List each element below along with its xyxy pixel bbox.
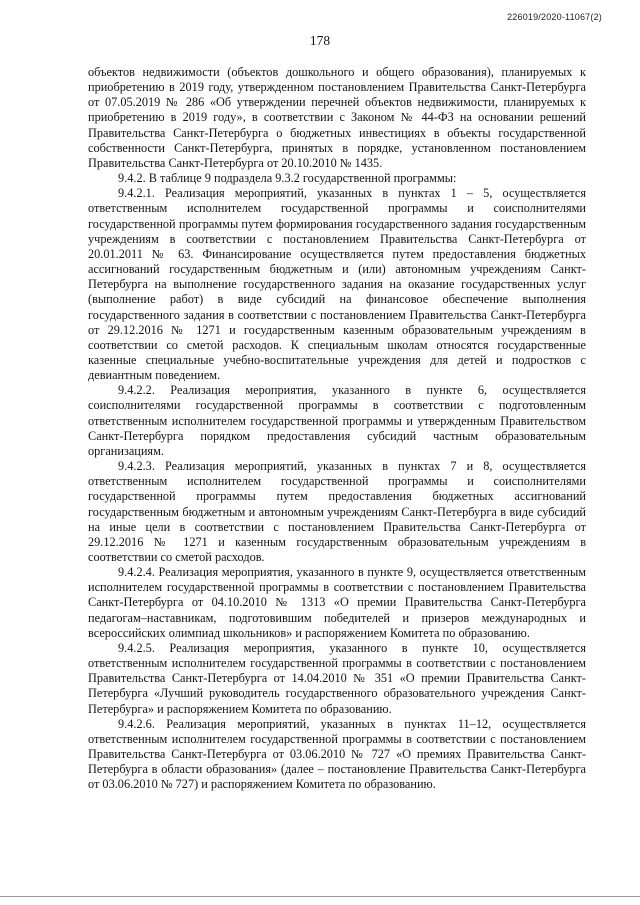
- paragraph-9-4-2-4: 9.4.2.4. Реализация мероприятия, указанного в пункте 9, осуществляется ответственным исполнителем государственной программы в соответствии с постановлением Правительства Санкт-Петербурга от 04.10.2010 № 1313 «О премии Правительства Санкт-Петербурга педагогам–наставникам, подготовившим победителей и призеров международных и всероссийских олимпиад школьников» и распоряжением Комитета по образованию.: [88, 565, 586, 640]
- paragraph-9-4-2-1: 9.4.2.1. Реализация мероприятий, указанных в пунктах 1 – 5, осуществляется ответственным исполнителем государственной программы и соисполнителями государственной программы путем формирования государственного задания государственным учреждениям в соответствии с постановлением Правительства Санкт-Петербурга от 20.01.2011 № 63. Финансирование осуществляется путем предоставления бюджетных ассигнований государственным бюджетным и (или) автономным учреждениям Санкт-Петербурга на выполнение государственного задания на оказание государственных услуг (выполнение работ) в виде субсидий на финансовое обеспечение выполнения государственного задания в соответствии с постановлением Правительства Санкт-Петербурга от 29.12.2016 № 1271 и государственным казенным образовательным учреждениям в соответствии со сметой расходов. К специальным школам относятся государственные казенные специальные учебно-воспитательные учреждения для детей и подростков с девиантным поведением.: [88, 186, 586, 383]
- paragraph-continuation: объектов недвижимости (объектов дошкольного и общего образования), планируемых к приобретению в 2019 году, утвержденном постановлением Правительства Санкт-Петербурга от 07.05.2019 № 286 «Об утверждении перечней объектов недвижимости, планируемых к приобретению в 2019 году», в соответствии с Законом № 44-ФЗ на основании решений Правительства Санкт-Петербурга о бюджетных инвестициях в объекты государственной собственности Санкт-Петербурга, принятых в порядке, установленном постановлением Правительства Санкт-Петербурга от 20.10.2010 № 1435.: [88, 65, 586, 170]
- document-body: [88, 65, 586, 793]
- document-registration-number: 226019/2020-11067(2): [507, 12, 602, 22]
- paragraph-9-4-2-5: 9.4.2.5. Реализация мероприятия, указанного в пункте 10, осуществляется ответственным исполнителем государственной программы в соответствии с постановлением Правительства Санкт-Петербурга от 14.04.2010 № 351 «О премии Правительства Санкт-Петербурга «Лучший руководитель государственного образовательного учреждения Санкт-Петербурга» и распоряжением Комитета по образованию.: [88, 640, 586, 716]
- paragraph-9-4-2: 9.4.2. В таблице 9 подраздела 9.3.2 государственной программы:: [118, 171, 457, 186]
- page-number: 178: [309, 33, 331, 48]
- paragraph-9-4-2-6: 9.4.2.6. Реализация мероприятий, указанных в пунктах 11–12, осуществляется ответственным исполнителем государственной программы в соответствии с постановлением Правительства Санкт-Петербурга от 03.06.2010 № 727 «О премиях Правительства Санкт-Петербурга в области образования» (далее – постановление Правительства Санкт-Петербурга от 03.06.2010 № 727) и распоряжением Комитета по образованию.: [88, 716, 586, 792]
- paragraph-9-4-2-3: 9.4.2.3. Реализация мероприятий, указанных в пунктах 7 и 8, осуществляется ответственным исполнителем государственной программы и соисполнителями государственной программы путем предоставления бюджетных ассигнований государственным бюджетным и автономным учреждениям Санкт-Петербурга в виде субсидий на иные цели в соответствии с постановлением Правительства Санкт-Петербурга от 29.12.2016 № 1271 и казенным государственным образовательным учреждениям в соответствии со сметой расходов.: [88, 459, 586, 564]
- page-bottom-border: [0, 896, 640, 897]
- paragraph-9-4-2-2: 9.4.2.2. Реализация мероприятия, указанного в пункте 6, осуществляется соисполнителями государственной программы в соответствии с подготовленным ответственным исполнителем государственной программы и утвержденным Правительством Санкт-Петербурга порядком предоставления субсидий частным образовательным организациям.: [88, 383, 586, 458]
